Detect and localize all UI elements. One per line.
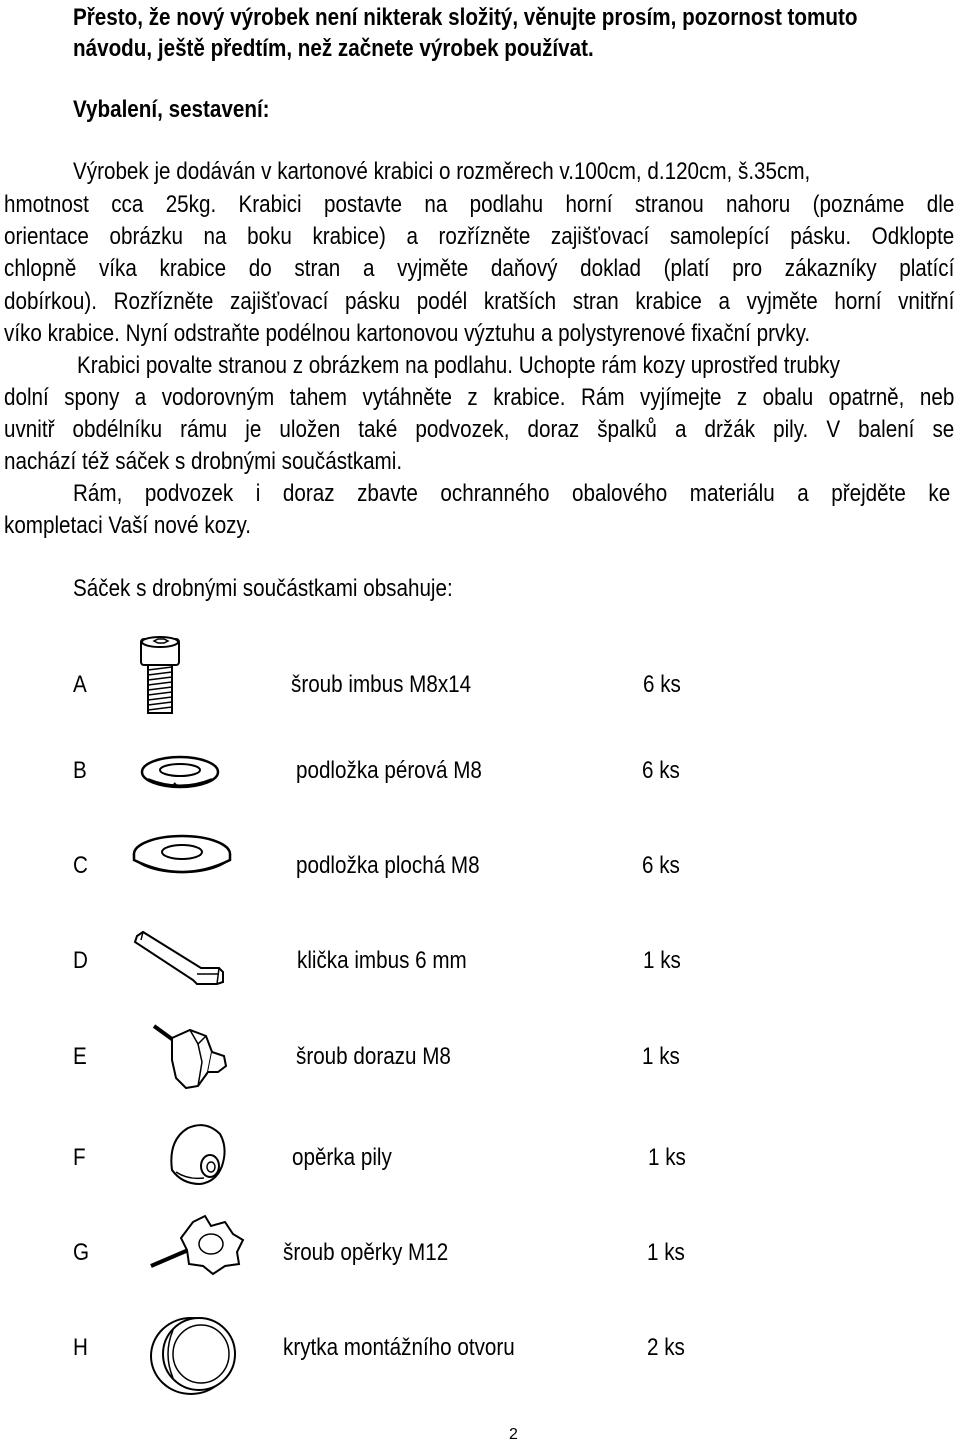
part-name: krytka montážního otvoru (283, 1334, 515, 1361)
part-name: šroub opěrky M12 (283, 1239, 449, 1266)
saw-rest-icon (166, 1120, 228, 1188)
part-quantity: 6 ks (642, 757, 680, 784)
paragraph-line (4, 414, 954, 446)
part-letter: H (73, 1334, 88, 1361)
wing-screw-icon (150, 1022, 230, 1094)
part-quantity: 2 ks (647, 1334, 685, 1361)
part-letter: F (73, 1144, 86, 1171)
paragraph-line-text: dobírkou). Rozřízněte zajišťovací pásku podél kratších stran krabice a vyjměte horní vnitřní (4, 288, 955, 315)
paragraph-line: kompletaci Vaší nové kozy. (4, 512, 252, 539)
paragraph-line (4, 253, 954, 285)
paragraph-line: víko krabice. Nyní odstraňte podélnou kartonovou výztuhu a polystyrenové fixační prvky. (4, 320, 811, 347)
allen-key-icon (133, 930, 227, 986)
paragraph-line-text: uvnitř obdélníku rámu je uložen také podvozek, doraz špalků a držák pily. V balení se (4, 416, 955, 443)
section-heading: Vybalení, sestavení: (73, 96, 270, 123)
part-letter: A (73, 671, 87, 698)
part-name: šroub dorazu M8 (296, 1043, 451, 1070)
paragraph-line: Rám, podvozek i doraz zbavte ochranného obalového materiálu a přejděte ke (73, 480, 951, 507)
star-knob-screw-icon (147, 1212, 247, 1276)
paragraph-line-text: orientace obrázku na boku krabice) a rozřízněte zajišťovací samolepící pásku. Odklopte (4, 223, 955, 250)
part-name: šroub imbus M8x14 (291, 671, 472, 698)
part-letter: C (73, 852, 88, 879)
part-quantity: 6 ks (642, 852, 680, 879)
part-quantity: 1 ks (642, 1043, 680, 1070)
paragraph-line: Krabici povalte stranou z obrázkem na podlahu. Uchopte rám kozy uprostřed trubky (77, 352, 840, 379)
intro-line-1: Přesto, že nový výrobek není nikterak složitý, věnujte prosím, pozornost tomuto (73, 4, 858, 31)
paragraph-line (4, 221, 954, 253)
part-name: podložka pérová M8 (296, 757, 482, 784)
spring-washer-icon (138, 752, 222, 792)
paragraph-line: nachází též sáček s drobnými součástkami. (4, 448, 403, 475)
page-number: 2 (509, 1426, 518, 1443)
paragraph-line (4, 286, 954, 318)
paragraph-line (4, 189, 954, 221)
part-letter: E (73, 1043, 87, 1070)
paragraph-line-text: chlopně víka krabice do stran a vyjměte daňový doklad (platí pro zákazníky platící (4, 255, 955, 282)
part-name: podložka plochá M8 (296, 852, 480, 879)
paragraph-line-text: dolní spony a vodorovným tahem vytáhněte z krabice. Rám vyjímejte z obalu opatrně, neb (4, 384, 955, 411)
hole-cap-icon (143, 1310, 243, 1400)
socket-bolt-icon (132, 636, 192, 716)
paragraph-line-text: hmotnost cca 25kg. Krabici postavte na podlahu horní stranou nahoru (poznáme dle (4, 191, 955, 218)
part-quantity: 1 ks (643, 947, 681, 974)
part-name: opěrka pily (292, 1144, 392, 1171)
part-quantity: 6 ks (643, 671, 681, 698)
intro-line-2: návodu, ještě předtím, než začnete výrobek používat. (73, 35, 594, 62)
part-quantity: 1 ks (647, 1239, 685, 1266)
part-letter: B (73, 757, 87, 784)
parts-heading: Sáček s drobnými součástkami obsahuje: (73, 575, 453, 602)
part-name: klička imbus 6 mm (297, 947, 467, 974)
flat-washer-icon (130, 832, 234, 880)
part-letter: G (73, 1239, 90, 1266)
part-quantity: 1 ks (648, 1144, 686, 1171)
paragraph-line (4, 382, 954, 414)
part-letter: D (73, 947, 88, 974)
paragraph-line: Výrobek je dodáván v kartonové krabici o rozměrech v.100cm, d.120cm, š.35cm, (73, 158, 811, 185)
